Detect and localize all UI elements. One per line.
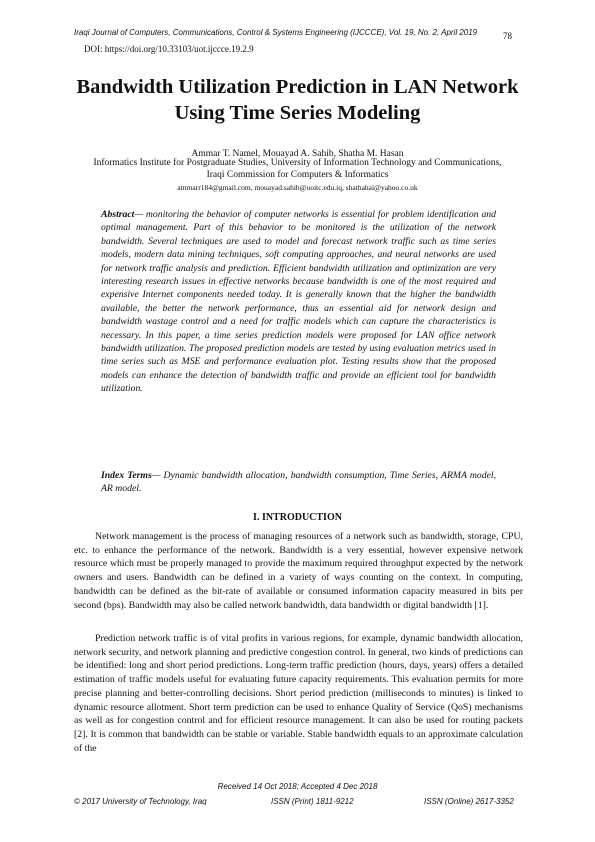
index-terms-label: Index Terms (101, 470, 152, 481)
abstract-label: Abstract (101, 209, 135, 220)
issn-online: ISSN (Online) 2617-3352 (424, 797, 514, 806)
affiliation-line-1: Informatics Institute for Postgraduate Studies, University of Information Technology and Communications, (93, 158, 502, 168)
index-terms-text: — Dynamic bandwidth allocation, bandwidth consumption, Time Series, ARMA model, AR model. (101, 470, 496, 495)
section-heading: I. INTRODUCTION (253, 512, 342, 523)
page-number: 78 (503, 31, 512, 41)
authors: Ammar T. Namel, Mouayad A. Sahib, Shatha M. Hasan (191, 149, 404, 159)
doi-link[interactable]: DOI: https://doi.org/10.33103/uot.ijccce.19.2.9 (84, 44, 254, 54)
index-terms (101, 469, 496, 496)
abstract-text: — monitoring the behavior of computer networks is essential for problem identification and optimal management. Part of this behavior to be monitored is the utilization of the network bandwidth. Several techniques are used to model and forecast network traffic such as time series models, modern data mining techniques, soft computing approaches, and neural networks are used for network traffic analysis and prediction. Efficient bandwidth utilization and optimization are very interesting research issues in effective networks because bandwidth is one of the most required and expensive Internet components needed today. It is generally known that the higher the bandwidth available, the better the network performance, thus an essential aid for network design and bandwidth wastage control and a need for traffic models which can capture the characteristics is necessary. In this paper, a time series prediction models were proposed for LAN office network bandwidth utilization. The proposed prediction models are tested by using evaluation metrics used in time series such as MSE and performance evaluation plot. Testing results show that the proposed models can enhance the detection of bandwidth traffic and provide an efficient tool for bandwidth utilization. (101, 209, 496, 395)
copyright: © 2017 University of Technology, Iraq (74, 797, 207, 806)
received-date: Received 14 Oct 2018; Accepted 4 Dec 2018 (217, 782, 378, 791)
intro-paragraph-1: Network management is the process of managing resources of a network such as bandwidth, storage, CPU, etc. to enhance the performance of the network. Bandwidth is a very essential, however expensive network resource which must be properly managed to provide the maximum required throughput expected by the network owners and users. Bandwidth can be defined in a variety of ways counting on the context. In computing, bandwidth can be defined as the bit-rate of available or consumed information capacity measured in bits per second (bps). Bandwidth may also be called network bandwidth, data bandwidth or digital bandwidth [1]. (74, 531, 523, 611)
intro-paragraph-2: Prediction network traffic is of vital profits in various regions, for example, dynamic bandwidth allocation, network security, and network planning and predictive congestion control. In general, two kinds of predictions can be identified: long and short period predictions. Long-term traffic prediction (hours, days, years) offers a detailed estimation of traffic models useful for evaluating future capacity requirements. This evaluation permits for more precise planning and better-controlling decisions. Short period prediction (milliseconds to minutes) is linked to dynamic resource allotment. Short term prediction can be used to enhance Quality of Service (QoS) mechanisms as well as for congestion control and for efficient resource management. It can also be used for routing packets [2]. It is common that bandwidth can be stable or variable. Stable bandwidth equals to an approximate calculation of the (74, 633, 523, 754)
issn-print: ISSN (Print) 1811-9212 (271, 797, 354, 806)
journal-header: Iraqi Journal of Computers, Communications, Control & Systems Engineering (IJCCCE), Vol. 19, No. 2, April 2019 (74, 28, 478, 37)
author-emails[interactable]: ammarr184@gmail.com, mouayad.sahib@uoitc.edu.iq, shathahai@yahoo.co.uk (177, 183, 418, 192)
paper-title: Bandwidth Utilization Prediction in LAN Network Using Time Series Modeling (76, 76, 519, 124)
affiliation-line-2: Iraqi Commission for Computers & Informatics (206, 170, 389, 180)
abstract (101, 208, 496, 396)
